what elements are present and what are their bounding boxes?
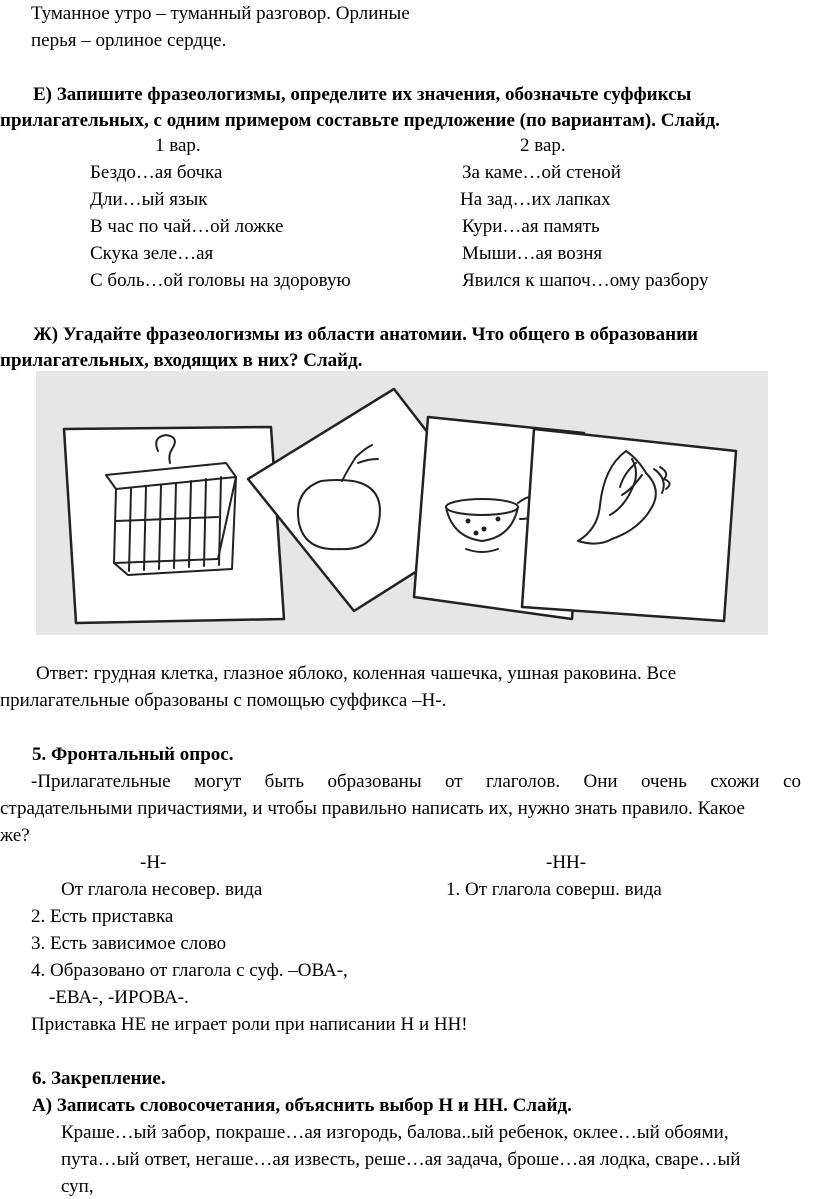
nn-rule-1: 1. От глагола соверш. вида	[446, 879, 662, 900]
variant-1-item: Дли…ый язык	[90, 189, 208, 210]
variant-2-item: За каме…ой стеной	[462, 162, 621, 183]
cage-icon	[64, 427, 284, 623]
section-6-heading: 6. Закрепление.	[32, 1068, 166, 1089]
anatomy-illustration	[36, 371, 768, 635]
section-5-para-line-3: же?	[0, 825, 30, 846]
variant-1-item: Скука зеле…ая	[90, 243, 214, 264]
variant-1-item: В час по чай…ой ложке	[90, 216, 284, 237]
exercise-line-3: суп,	[61, 1176, 94, 1197]
variant-1-item: С боль…ой головы на здоровую	[90, 270, 351, 291]
variant-1-item: Бездо…ая бочка	[90, 162, 223, 183]
answer-line-2: прилагательные образованы с помощью суффикса –Н-.	[0, 690, 447, 711]
variant-2-item: Кури…ая память	[462, 216, 600, 237]
column-nn-header: -НН-	[546, 852, 587, 873]
section-5-note: Приставка НЕ не играет роли при написании Н и НН!	[31, 1014, 468, 1035]
section-5-para-line-1: -Прилагательные могут быть образованы от глаголов. Они очень схожи со	[31, 771, 801, 792]
task-e-heading-2: прилагательных, с одним примером составьте предложение (по вариантам). Слайд.	[0, 110, 720, 131]
nn-rule-2: 2. Есть приставка	[31, 906, 174, 927]
section-5-heading: 5. Фронтальный опрос.	[32, 744, 234, 765]
exercise-line-2: пута…ый ответ, негаше…ая известь, реше…ая задача, броше…ая лодка, сваре…ый	[61, 1149, 741, 1170]
nn-rule-4-cont: -ЕВА-, -ИРОВА-.	[49, 987, 189, 1008]
variant-2-item: На зад…их лапках	[460, 189, 611, 210]
variant-2-label: 2 вар.	[520, 135, 566, 156]
task-zh-heading-2: прилагательных, входящих в них? Слайд.	[0, 350, 363, 371]
task-zh-heading-1: Ж) Угадайте фразеологизмы из области анатомии. Что общего в образовании	[33, 324, 698, 345]
task-e-heading-1: Е) Запишите фразеологизмы, определите их значения, обозначьте суффиксы	[33, 84, 692, 105]
intro-line-1: Туманное утро – туманный разговор. Орлиные	[31, 3, 410, 24]
shell-icon	[522, 429, 736, 621]
column-n-header: -Н-	[140, 852, 167, 873]
nn-rule-4: 4. Образовано от глагола с суф. –ОВА-,	[31, 960, 348, 981]
answer-line-1: Ответ: грудная клетка, глазное яблоко, коленная чашечка, ушная раковина. Все	[36, 663, 677, 684]
variant-2-item: Явился к шапоч…ому разбору	[462, 270, 709, 291]
section-6-subheading: А) Записать словосочетания, объяснить выбор Н и НН. Слайд.	[32, 1095, 572, 1116]
variant-2-item: Мыши…ая возня	[462, 243, 603, 264]
intro-line-2: перья – орлиное сердце.	[31, 30, 227, 51]
variant-1-label: 1 вар.	[155, 135, 201, 156]
n-rule: От глагола несовер. вида	[61, 879, 263, 900]
exercise-line-1: Краше…ый забор, покраше…ая изгородь, балова..ый ребенок, оклее…ый обоями,	[61, 1122, 729, 1143]
nn-rule-3: 3. Есть зависимое слово	[31, 933, 227, 954]
section-5-para-line-2: страдательными причастиями, и чтобы правильно написать их, нужно знать правило. Какое	[0, 798, 745, 819]
